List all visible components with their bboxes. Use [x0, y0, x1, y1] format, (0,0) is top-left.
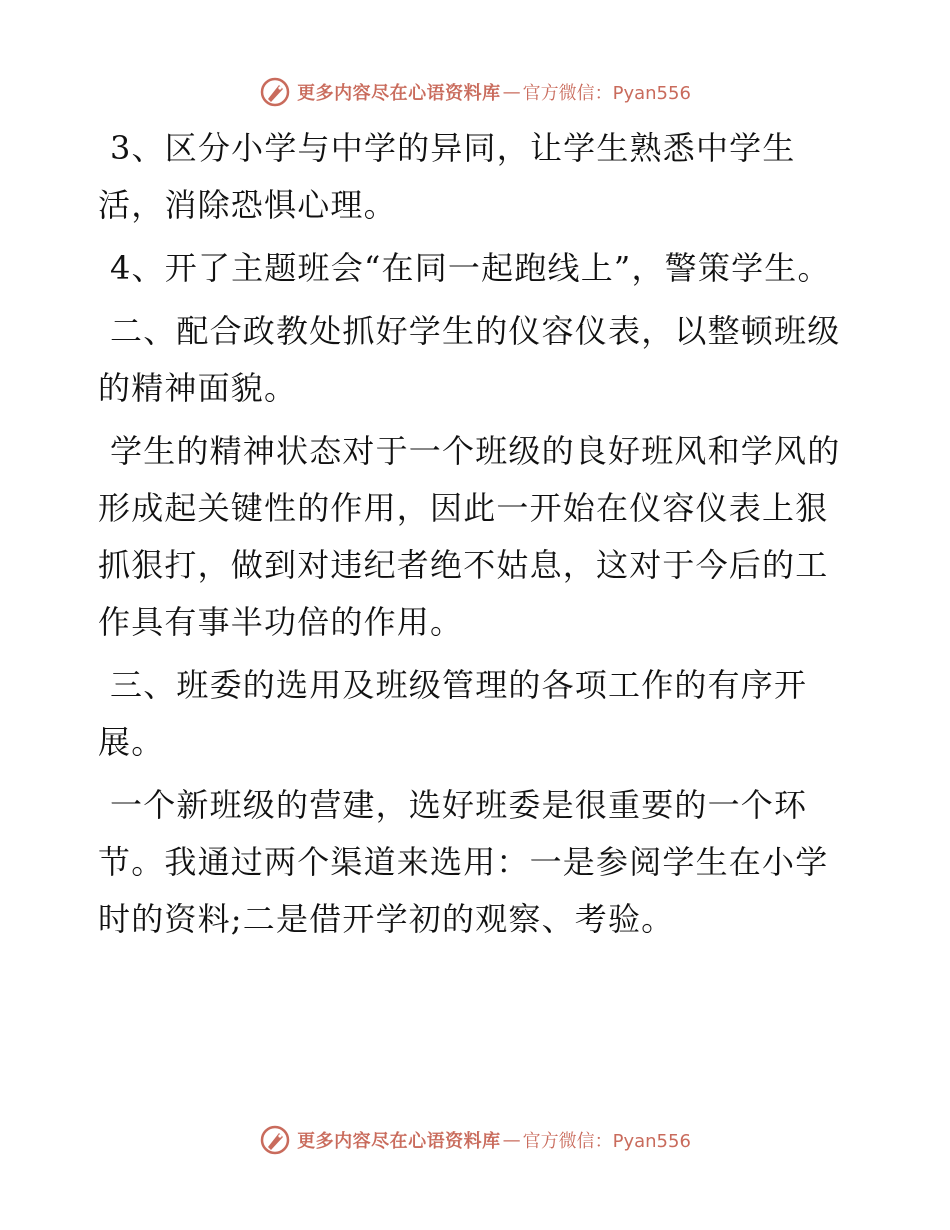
document-body	[98, 120, 858, 954]
watermark-text: 更多内容尽在心语资料库	[297, 83, 501, 104]
footer-watermark	[0, 1120, 950, 1160]
watermark-contact: 官方微信：Pyan556	[522, 83, 691, 104]
watermark-contact: 官方微信：Pyan556	[522, 1131, 691, 1152]
section-body-2: 学生的精神状态对于一个班级的良好班风和学风的形成起关键性的作用，因此一开始在仪容仪表上狠抓狠打，做到对违纪者绝不姑息，这对于今后的工作具有事半功倍的作用。	[98, 432, 841, 641]
section-heading-2: 二、配合政教处抓好学生的仪容仪表，以整顿班级的精神面貌。	[98, 312, 841, 407]
section-heading-3: 三、班委的选用及班级管理的各项工作的有序开展。	[98, 666, 808, 761]
header-watermark	[0, 72, 950, 112]
watermark-separator: —	[502, 81, 521, 103]
section-body-3: 一个新班级的营建，选好班委是很重要的一个环节。我通过两个渠道来选用：一是参阅学生在小学时的资料;二是借开学初的观察、考验。	[98, 786, 829, 938]
paragraph-item-4: 4、开了主题班会“在同一起跑线上”，警策学生。	[110, 249, 831, 287]
pen-nib-circle-icon	[259, 1124, 291, 1156]
pen-nib-circle-icon	[259, 76, 291, 108]
watermark-text: 更多内容尽在心语资料库	[297, 1131, 501, 1152]
paragraph-item-3: 3、区分小学与中学的异同，让学生熟悉中学生活，消除恐惧心理。	[98, 129, 796, 224]
watermark-separator: —	[502, 1129, 521, 1151]
